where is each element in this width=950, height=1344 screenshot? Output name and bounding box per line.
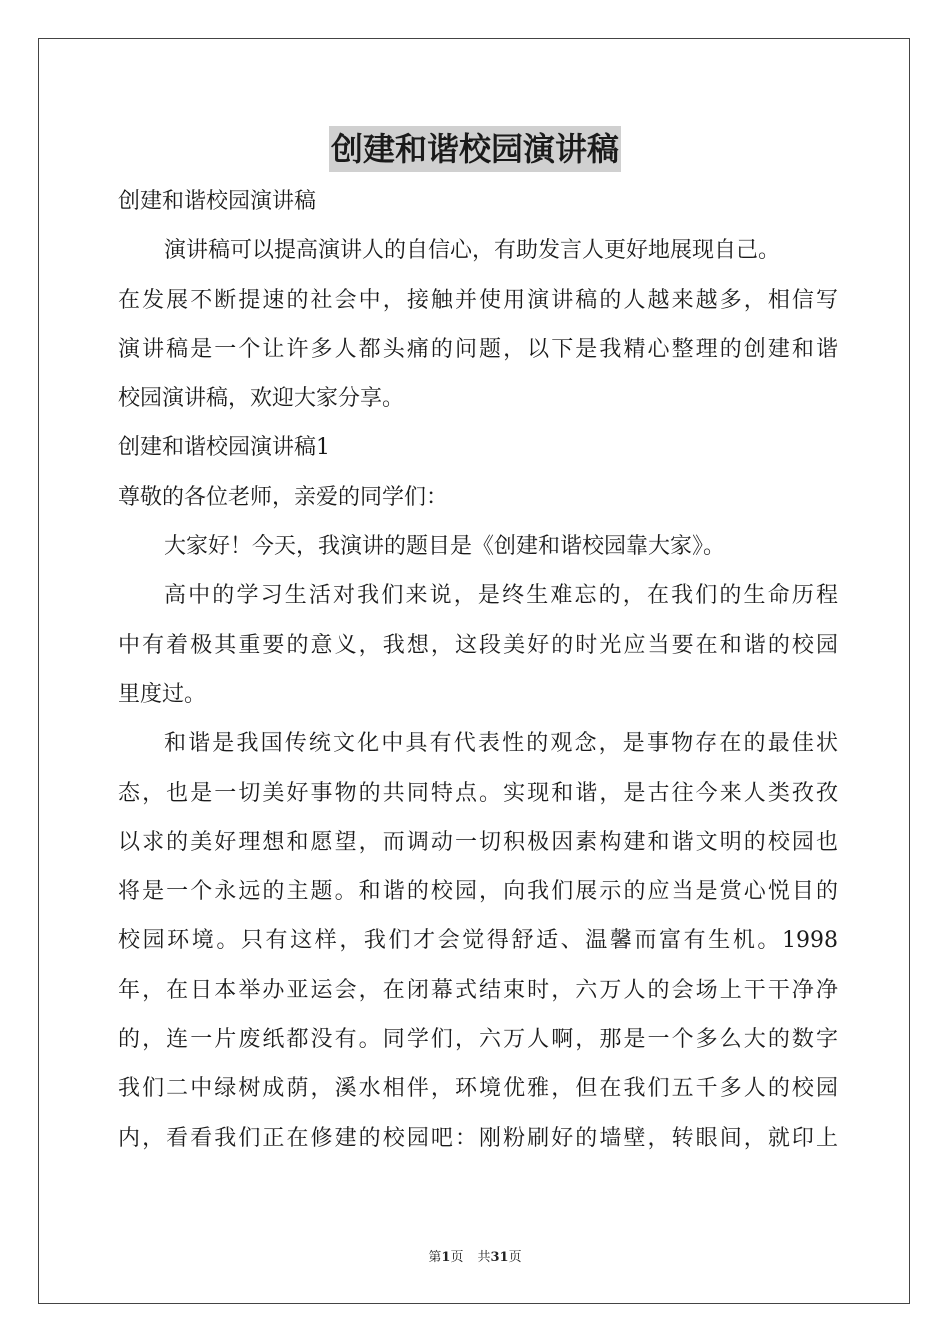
text-line: 中有着极其重要的意义，我想，这段美好的时光应当要在和谐的校园 — [118, 632, 838, 658]
text-line: 态，也是一切美好事物的共同特点。实现和谐，是古往今来人类孜孜 — [118, 780, 838, 806]
text-line: 校园环境。只有这样，我们才会觉得舒适、温馨而富有生机。1998 — [118, 928, 838, 954]
salutation: 尊敬的各位老师，亲爱的同学们： — [118, 484, 449, 510]
text-line: 校园演讲稿，欢迎大家分享。 — [118, 386, 405, 412]
text-line: 将是一个永远的主题。和谐的校园，向我们展示的应当是赏心悦目的 — [118, 879, 838, 905]
page-suffix: 页 — [450, 1250, 464, 1265]
text-line: 内，看看我们正在修建的校园吧：刚粉刷好的墙壁，转眼间，就印上 — [118, 1125, 838, 1151]
text-line: 演讲稿可以提高演讲人的自信心，有助发言人更好地展现自己。 — [164, 238, 781, 264]
document-body — [118, 177, 838, 1163]
page-number: 1 — [441, 1250, 451, 1265]
text-line: 演讲稿是一个让许多人都头痛的问题，以下是我精心整理的创建和谐 — [118, 336, 838, 362]
total-suffix: 页 — [508, 1250, 522, 1265]
text-line: 和谐是我国传统文化中具有代表性的观念，是事物存在的最佳状 — [164, 731, 838, 757]
text-line: 年，在日本举办亚运会，在闭幕式结束时，六万人的会场上干干净净 — [118, 977, 838, 1003]
page-footer — [0, 1246, 950, 1265]
text-line: 创建和谐校园演讲稿 — [118, 189, 317, 214]
title-wrap — [0, 126, 950, 172]
text-line: 里度过。 — [118, 681, 207, 707]
text-line: 的，连一片废纸都没有。同学们，六万人啊，那是一个多么大的数字 — [118, 1027, 838, 1053]
page-prefix: 第 — [428, 1250, 442, 1265]
text-line: 在发展不断提速的社会中，接触并使用演讲稿的人越来越多，相信写 — [118, 287, 838, 313]
text-line: 高中的学习生活对我们来说，是终生难忘的，在我们的生命历程 — [164, 583, 838, 609]
text-line: 我们二中绿树成荫，溪水相伴，环境优雅，但在我们五千多人的校园 — [118, 1076, 838, 1102]
total-pages: 31 — [490, 1250, 509, 1265]
text-line: 以求的美好理想和愿望，而调动一切积极因素构建和谐文明的校园也 — [118, 829, 838, 855]
section-heading: 创建和谐校园演讲稿1 — [118, 435, 330, 461]
document-title: 创建和谐校园演讲稿 — [329, 126, 621, 172]
total-prefix: 共 — [477, 1250, 491, 1265]
text-line: 大家好！今天，我演讲的题目是《创建和谐校园靠大家》。 — [164, 534, 726, 560]
